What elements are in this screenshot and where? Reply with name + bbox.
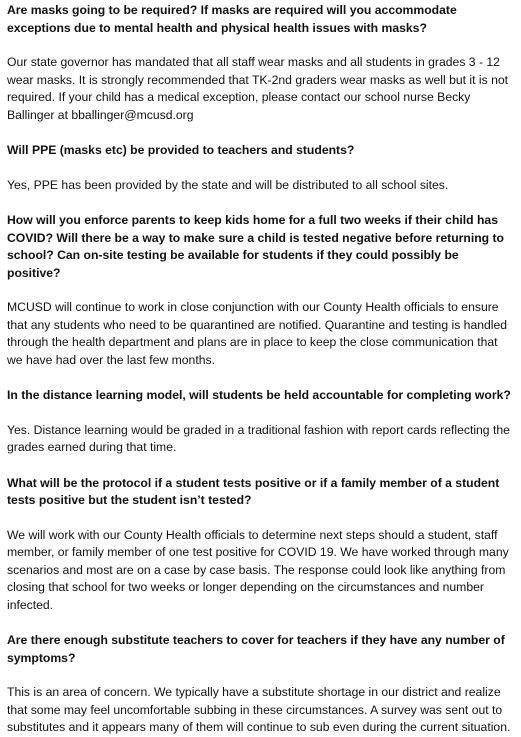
faq-answer: MCUSD will continue to work in close conjunction with our County Health officials to ensure that any students who need to be quarantined are notified. Quarantine and testing is handled through the health department and plans are in place to keep the close communication that we have had over the last few months. — [7, 300, 508, 367]
faq-question: What will be the protocol if a student tests positive or if a family member of a student tests positive but the student isn’t tested? — [7, 475, 500, 507]
faq-answer: This is an area of concern. We typically have a substitute shortage in our district and realize that some may feel uncomfortable subbing in these circumstances. A survey was sent out to substitutes and it appears many of them will continue to sub even during the current situation. — [7, 685, 511, 734]
faq-answer: We will work with our County Health officials to determine next steps should a student, staff member, or family member of one test positive for COVID 19. We have worked through many scenarios and most are on a case by case basis. The response could look like anything from closing that school for two weeks or longer depending on the circumstances and number infected. — [7, 527, 509, 612]
faq-item — [7, 387, 513, 457]
faq-question: Are masks going to be required? If masks are required will you accommodate exceptions due to mental health and physical health issues with masks? — [7, 3, 457, 35]
faq-item — [7, 142, 513, 194]
faq-question: In the distance learning model, will students be held accountable for completing work? — [7, 388, 511, 402]
faq-question: How will you enforce parents to keep kids home for a full two weeks if their child has COVID? Will there be a way to make sure a child is tested negative before returning to school? Can on-site testing be available for students if they could possibly be positive? — [7, 213, 504, 280]
faq-answer: Yes. Distance learning would be graded in a traditional fashion with report cards reflecting the grades earned during that time. — [7, 422, 510, 454]
faq-question: Are there enough substitute teachers to cover for teachers if they have any number of symptoms? — [7, 633, 505, 665]
faq-item — [7, 212, 513, 369]
faq-question: Will PPE (masks etc) be provided to teachers and students? — [7, 143, 355, 157]
faq-item — [7, 475, 513, 615]
faq-answer: Yes, PPE has been provided by the state and will be distributed to all school sites. — [7, 177, 449, 192]
faq-answer: Our state governor has mandated that all staff wear masks and all students in grades 3 - 12 wear masks. It is strongly recommended that TK-2nd graders wear masks as well but it is not required. If your child has a medical exception, please contact our school nurse Becky Ballinger at bballinger@mcusd.org — [7, 55, 509, 122]
faq-item — [7, 632, 513, 737]
faq-item — [7, 2, 513, 124]
